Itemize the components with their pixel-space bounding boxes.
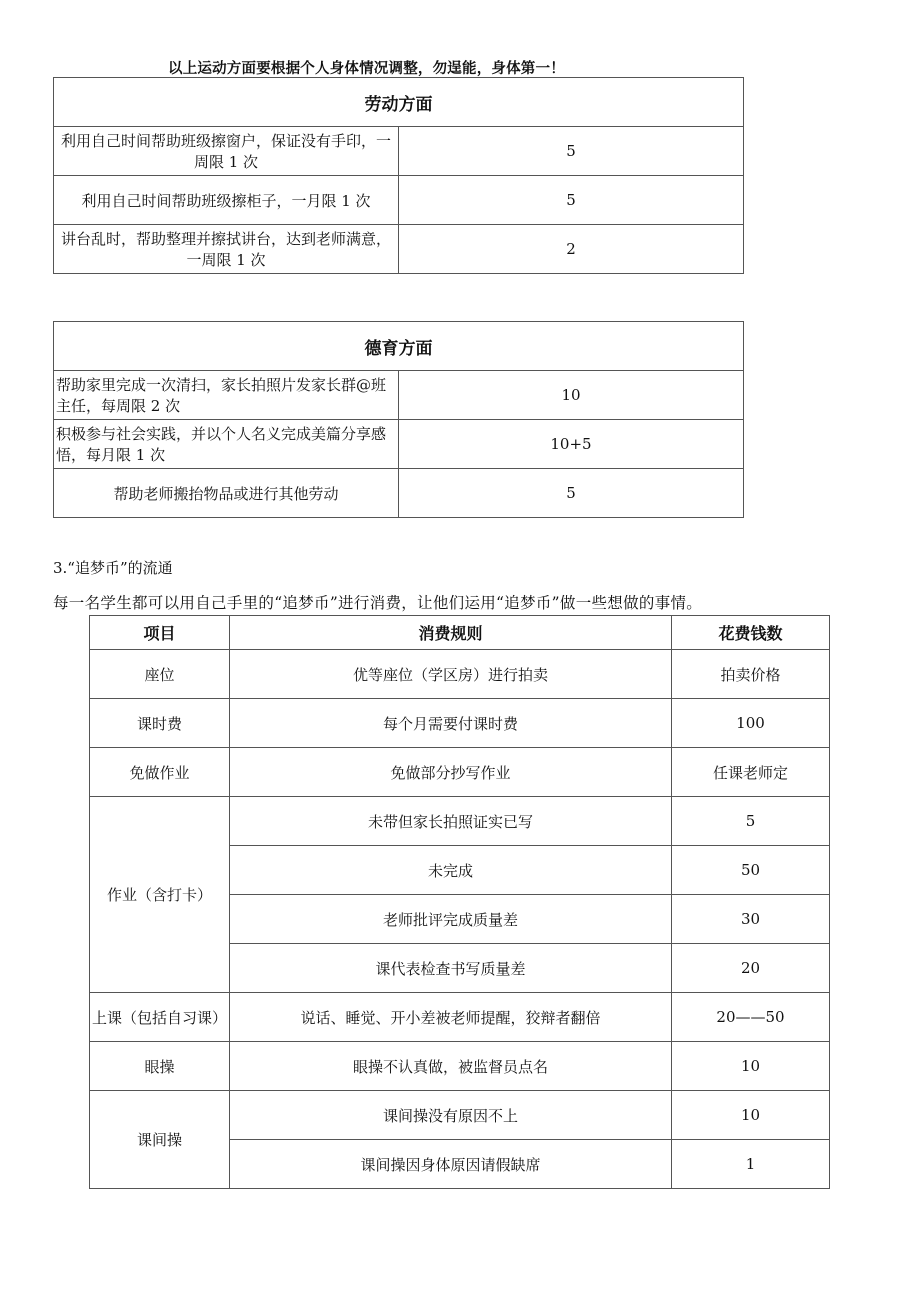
table-row <box>90 699 830 748</box>
table-row <box>54 176 744 225</box>
moral-desc: 帮助家里完成一次清扫，家长拍照片发家长群@班主任，每周限 2 次 <box>54 371 399 420</box>
table-row <box>90 1042 830 1091</box>
labor-table <box>53 77 744 274</box>
item-cell: 座位 <box>90 650 230 699</box>
table-header <box>90 616 830 650</box>
table-row <box>90 748 830 797</box>
item-cell: 作业（含打卡） <box>90 797 230 993</box>
item-cell: 课间操 <box>90 1091 230 1189</box>
cost-cell: 20 <box>672 944 830 993</box>
item-cell: 课时费 <box>90 699 230 748</box>
table-row <box>90 993 830 1042</box>
header-rule: 消费规则 <box>230 616 672 650</box>
table-row <box>54 420 744 469</box>
header-item: 项目 <box>90 616 230 650</box>
cost-cell: 拍卖价格 <box>672 650 830 699</box>
moral-points: 10+5 <box>399 420 744 469</box>
item-cell: 眼操 <box>90 1042 230 1091</box>
cost-cell: 20——50 <box>672 993 830 1042</box>
cost-cell: 任课老师定 <box>672 748 830 797</box>
cost-cell: 1 <box>672 1140 830 1189</box>
cost-cell: 100 <box>672 699 830 748</box>
cost-cell: 10 <box>672 1042 830 1091</box>
table-row <box>54 127 744 176</box>
moral-points: 5 <box>399 469 744 518</box>
item-cell: 免做作业 <box>90 748 230 797</box>
rule-cell: 未完成 <box>230 846 672 895</box>
header-cost: 花费钱数 <box>672 616 830 650</box>
cost-cell: 10 <box>672 1091 830 1140</box>
labor-desc: 利用自己时间帮助班级擦窗户，保证没有手印，一周限 1 次 <box>54 127 399 176</box>
rule-cell: 说话、睡觉、开小差被老师提醒，狡辩者翻倍 <box>230 993 672 1042</box>
labor-title: 劳动方面 <box>54 78 744 127</box>
rule-cell: 未带但家长拍照证实已写 <box>230 797 672 846</box>
rule-cell: 免做部分抄写作业 <box>230 748 672 797</box>
moral-points: 10 <box>399 371 744 420</box>
item-cell: 上课（包括自习课） <box>90 993 230 1042</box>
rule-cell: 每个月需要付课时费 <box>230 699 672 748</box>
labor-desc: 利用自己时间帮助班级擦柜子，一月限 1 次 <box>54 176 399 225</box>
labor-desc: 讲台乱时，帮助整理并擦拭讲台，达到老师满意，一周限 1 次 <box>54 225 399 274</box>
rule-cell: 课间操因身体原因请假缺席 <box>230 1140 672 1189</box>
cost-cell: 50 <box>672 846 830 895</box>
labor-points: 5 <box>399 176 744 225</box>
rule-cell: 课间操没有原因不上 <box>230 1091 672 1140</box>
labor-points: 2 <box>399 225 744 274</box>
cost-cell: 5 <box>672 797 830 846</box>
table-row <box>90 1091 830 1140</box>
moral-title: 德育方面 <box>54 322 744 371</box>
moral-desc: 帮助老师搬抬物品或进行其他劳动 <box>54 469 399 518</box>
table-row <box>54 225 744 274</box>
rule-cell: 眼操不认真做，被监督员点名 <box>230 1042 672 1091</box>
moral-table <box>53 321 744 518</box>
rule-cell: 优等座位（学区房）进行拍卖 <box>230 650 672 699</box>
cost-cell: 30 <box>672 895 830 944</box>
moral-desc: 积极参与社会实践，并以个人名义完成美篇分享感悟，每月限 1 次 <box>54 420 399 469</box>
section-paragraph: 每一名学生都可以用自己手里的“追梦币”进行消费，让他们运用“追梦币”做一些想做的事情。 <box>53 594 703 612</box>
section-heading: 3.“追梦币”的流通 <box>53 559 173 577</box>
table-row <box>54 469 744 518</box>
rule-cell: 老师批评完成质量差 <box>230 895 672 944</box>
labor-points: 5 <box>399 127 744 176</box>
health-note: 以上运动方面要根据个人身体情况调整，勿逞能，身体第一！ <box>168 61 565 77</box>
table-row <box>90 650 830 699</box>
spend-table <box>89 615 830 1189</box>
table-row <box>90 797 830 846</box>
rule-cell: 课代表检查书写质量差 <box>230 944 672 993</box>
table-row <box>54 371 744 420</box>
